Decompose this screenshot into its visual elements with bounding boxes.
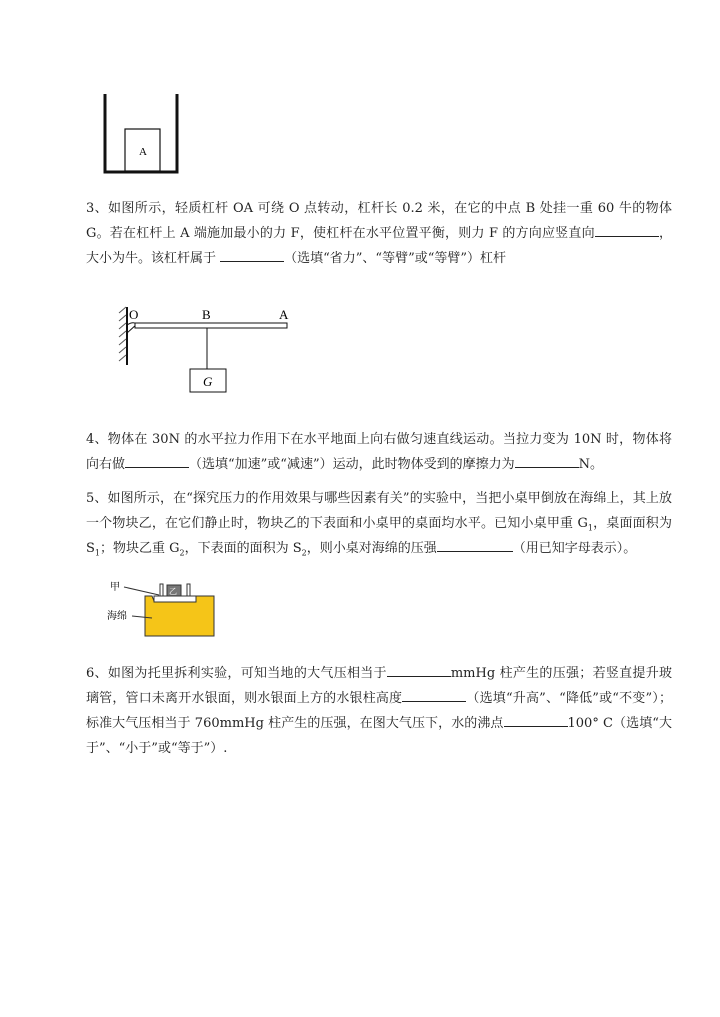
q3-blank-type[interactable] xyxy=(220,246,284,262)
question-5 xyxy=(86,486,672,561)
q5-text-6: （用已知字母表示）。 xyxy=(512,541,637,556)
q5-text-5: ，则小桌对海绵的压强 xyxy=(306,541,437,556)
point-o-label: O xyxy=(129,307,139,322)
q6-text-2: mmHg 柱产生的压强；若竖直提升玻璃管，管口未离开水银面，则水银面上方的水银柱高度 xyxy=(86,666,672,706)
q4-text-3: N。 xyxy=(578,457,603,472)
lever-figure xyxy=(115,299,305,399)
q3-text-3: （选填“省力”、“等臂”或“等臂”）杠杆 xyxy=(284,251,507,266)
question-4 xyxy=(86,427,672,477)
block-a-label: A xyxy=(139,146,147,158)
page-content xyxy=(86,0,672,761)
q6-blank-height[interactable] xyxy=(402,686,466,702)
q4-text-2: （选填“加速”或“减速”）运动，此时物体受到的摩擦力为 xyxy=(189,457,515,472)
sponge-figure xyxy=(100,579,220,639)
question-6 xyxy=(86,661,672,761)
sponge-label: 海绵 xyxy=(107,611,127,622)
q5-text-3: ；物块乙重 G xyxy=(100,541,180,556)
q6-text-4: 100° C（选填“大于”、“小于”或“等于”）. xyxy=(86,716,672,756)
q4-blank-friction[interactable] xyxy=(515,452,579,468)
q5-sub: 2 xyxy=(179,548,185,558)
point-a-label: A xyxy=(279,307,289,322)
q6-text-1: 6、如图为托里拆利实验，可知当地的大气压相当于 xyxy=(86,666,387,681)
q5-text-2: ，桌面面积为 S xyxy=(86,516,672,556)
q5-sub: 1 xyxy=(587,523,593,533)
q6-text-3: （选填“升高”、“降低”或“不变”）；标准大气压相当于 760mmHg 柱产生的压强，在图大气压下，水的沸点 xyxy=(86,691,672,731)
q5-text-1: 5、如图所示，在“探究压力的作用效果与哪些因素有关”的实验中，当把小桌甲倒放在海绵上，其上放一个物块乙，在它们静止时，物块乙的下表面和小桌甲的桌面均水平。已知小桌甲重 G xyxy=(86,491,672,531)
q3-blank-direction[interactable] xyxy=(595,221,659,237)
q6-blank-pressure[interactable] xyxy=(387,661,451,677)
container-figure xyxy=(100,92,182,176)
q4-blank-motion[interactable] xyxy=(125,452,189,468)
point-b-label: B xyxy=(202,307,211,322)
q5-sub: 2 xyxy=(301,548,307,558)
block-yi-label: 乙 xyxy=(169,587,177,596)
question-3 xyxy=(86,196,672,271)
q6-blank-boiling[interactable] xyxy=(504,711,568,727)
q3-text-1: 3、如图所示，轻质杠杆 OA 可绕 O 点转动，杠杆长 0.2 米，在它的中点 B 处挂一重 60 牛的物体 G。若在杠杆上 A 端施加最小的力 F，使杠杆在水平位置平衡，则力 F 的方向应竖直向 xyxy=(86,201,672,241)
q3-text-2: ，大小为牛。该杠杆属于 xyxy=(86,226,672,266)
q5-text-4: ，下表面的面积为 S xyxy=(184,541,302,556)
weight-g-label: G xyxy=(203,374,213,389)
q5-blank-pressure[interactable] xyxy=(437,536,513,552)
q5-sub: 1 xyxy=(94,548,100,558)
q4-text-1: 4、物体在 30N 的水平拉力作用下在水平地面上向右做匀速直线运动。当拉力变为 10N 时，物体将向右做 xyxy=(86,432,672,472)
table-jia-label: 甲 xyxy=(110,582,120,593)
